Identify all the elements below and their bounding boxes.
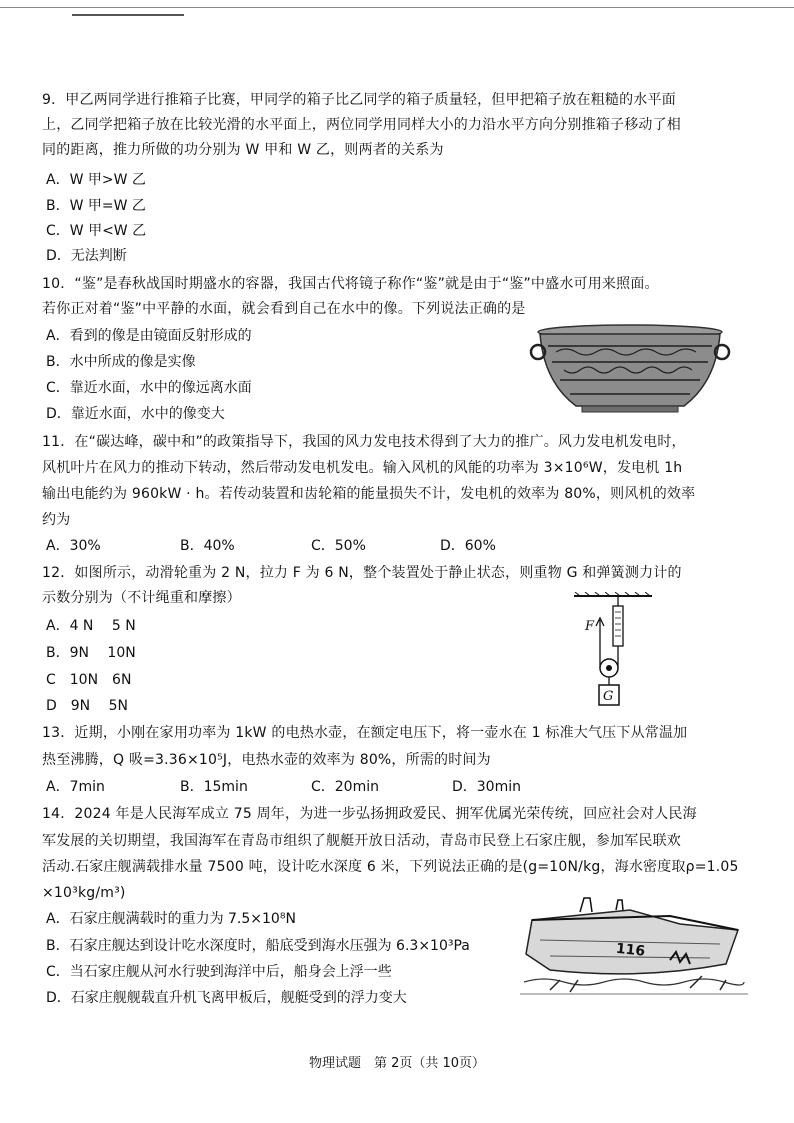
q11-stem-line-4: 约为: [42, 512, 71, 528]
q14-stem-line-4: ×10³kg/m³): [42, 885, 126, 901]
q10-option-b[interactable]: B．水中所成的像是实像: [46, 354, 196, 370]
q11-option-a[interactable]: A．30%: [46, 538, 101, 554]
q9-option-b[interactable]: B．W 甲=W 乙: [46, 198, 146, 214]
q10-stem-line-2: 若你正对着“鉴”中平静的水面，就会看到自己在水中的像。下列说法正确的是: [42, 301, 526, 317]
q13-option-c[interactable]: C．20min: [311, 779, 379, 795]
q10-option-d[interactable]: D．靠近水面，水中的像变大: [46, 406, 225, 422]
weight-label-g: G: [603, 689, 614, 704]
q14-stem-line-3: 活动.石家庄舰满载排水量 7500 吨，设计吃水深度 6 米，下列说法正确的是(g=10N/kg，海水密度取ρ=1.05: [42, 859, 739, 875]
q9-stem-line-2: 上，乙同学把箱子放在比较光滑的水平面上，两位同学用同样大小的力沿水平方向分别推箱子移动了相: [42, 117, 681, 133]
q9-option-d[interactable]: D．无法判断: [46, 248, 127, 264]
warship-photo-image: [520, 890, 748, 1006]
q12-option-a[interactable]: A．4 N 5 N: [46, 618, 136, 634]
q12-option-b[interactable]: B．9N 10N: [46, 645, 136, 661]
q11-stem-line-3: 输出电能约为 960kW · h。若传动装置和齿轮箱的能量损失不计，发电机的效率为 80%，则风机的效率: [42, 486, 696, 502]
q12-option-d[interactable]: D 9N 5N: [46, 698, 128, 714]
q12-stem-line-2: 示数分别为（不计绳重和摩擦）: [42, 590, 241, 606]
q12-option-c[interactable]: C 10N 6N: [46, 672, 132, 688]
q9-option-c[interactable]: C．W 甲<W 乙: [46, 223, 147, 239]
q14-stem-line-2: 军发展的关切期望，我国海军在青岛市组织了舰艇开放日活动，青岛市民登上石家庄舰，参加军民联欢: [42, 833, 681, 849]
force-label-f: F: [585, 619, 595, 634]
q11-option-c[interactable]: C．50%: [311, 538, 366, 554]
q11-stem-line-2: 风机叶片在风力的推动下转动，然后带动发电机发电。输入风机的风能的功率为 3×10⁶W，发电机 1h: [42, 460, 683, 476]
header-dash-mark: [72, 14, 184, 16]
page-footer: 物理试题 第 2页（共 10页）: [308, 1056, 486, 1071]
q14-stem-line-1: 14．2024 年是人民海军成立 75 周年，为进一步弘扬拥政爱民、拥军优属光荣传统，回应社会对人民海: [42, 806, 697, 822]
jian-bronze-vessel-image: [526, 322, 734, 416]
q10-option-c[interactable]: C．靠近水面，水中的像远离水面: [46, 380, 252, 396]
q9-option-a[interactable]: A．W 甲>W 乙: [46, 172, 146, 188]
q13-option-d[interactable]: D．30min: [452, 779, 521, 795]
q12-stem-line-1: 12．如图所示，动滑轮重为 2 N，拉力 F 为 6 N，整个装置处于静止状态，则重物 G 和弹簧测力计的: [42, 565, 682, 581]
q13-option-a[interactable]: A．7min: [46, 779, 105, 795]
q11-option-b[interactable]: B．40%: [180, 538, 235, 554]
q13-option-b[interactable]: B．15min: [180, 779, 248, 795]
pulley-spring-scale-diagram: [572, 592, 654, 710]
ship-hull-number: 116: [615, 940, 646, 960]
q14-option-b[interactable]: B．石家庄舰达到设计吃水深度时，船底受到海水压强为 6.3×10³Pa: [46, 938, 470, 954]
q10-option-a[interactable]: A．看到的像是由镜面反射形成的: [46, 328, 252, 344]
q9-stem-line-3: 同的距离，推力所做的功分别为 W 甲和 W 乙，则两者的关系为: [42, 142, 444, 158]
q14-option-a[interactable]: A．石家庄舰满载时的重力为 7.5×10⁸N: [46, 911, 296, 927]
q11-option-d[interactable]: D．60%: [440, 538, 496, 554]
page-top-border: [0, 7, 794, 8]
q14-option-d[interactable]: D．石家庄舰舰载直升机飞离甲板后，舰艇受到的浮力变大: [46, 990, 407, 1006]
q13-stem-line-1: 13．近期，小刚在家用功率为 1kW 的电热水壶，在额定电压下，将一壶水在 1 标准大气压下从常温加: [42, 725, 688, 741]
q11-stem-line-1: 11．在“碳达峰，碳中和”的政策指导下，我国的风力发电技术得到了大力的推广。风力发电机发电时，: [42, 434, 686, 450]
q10-stem-line-1: 10．“鉴”是春秋战国时期盛水的容器，我国古代将镜子称作“鉴”就是由于“鉴”中盛水可用来照面。: [42, 276, 659, 292]
q14-option-c[interactable]: C．当石家庄舰从河水行驶到海洋中后，船身会上浮一些: [46, 964, 392, 980]
q9-stem-line-1: 9．甲乙两同学进行推箱子比赛，甲同学的箱子比乙同学的箱子质量轻，但甲把箱子放在粗糙的水平面: [42, 92, 676, 108]
q13-stem-line-2: 热至沸腾，Q 吸=3.36×10⁵J，电热水壶的效率为 80%，所需的时间为: [42, 752, 491, 768]
